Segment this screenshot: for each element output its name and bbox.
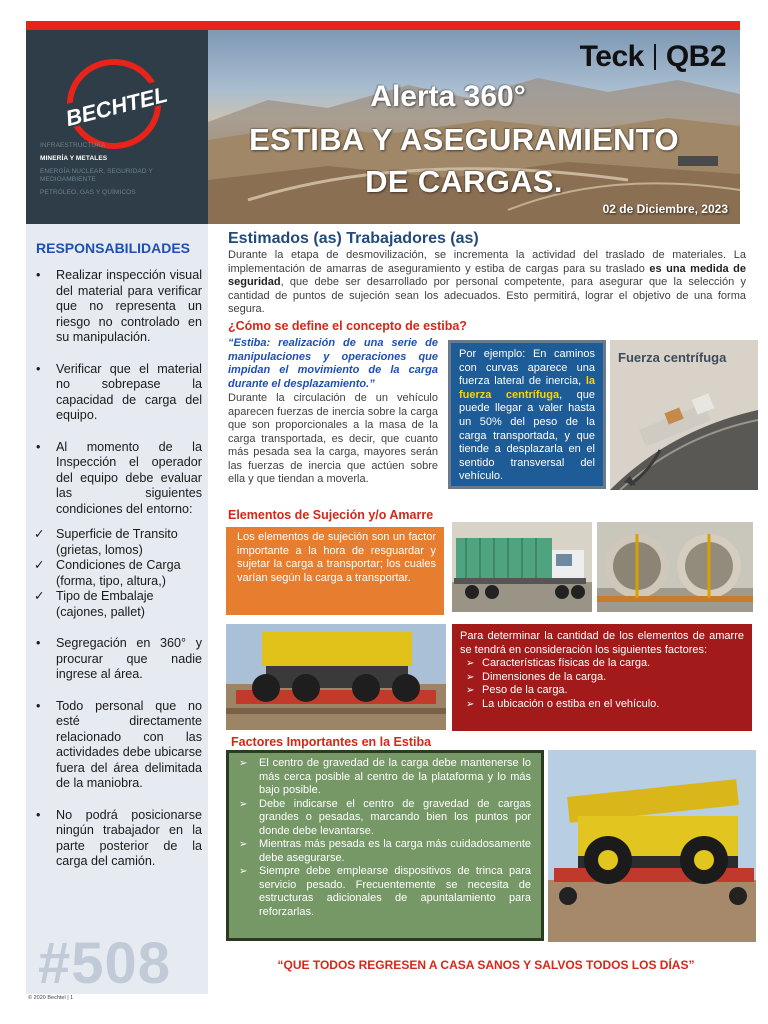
logo-text: BECHTEL bbox=[63, 81, 171, 132]
centrifugal-force-image bbox=[610, 340, 758, 490]
list-item: • Verificar que el material no sobrepase la capacidad de carga del equipo. bbox=[34, 362, 202, 424]
brand-panel bbox=[26, 30, 208, 224]
fastening-box: Los elementos de sujeción son un factor importante a la hora de resguardar y sujetar la carga a transportar; los cuales varían según la carga a transportar. bbox=[226, 527, 444, 615]
logo-divider bbox=[654, 44, 656, 70]
section-title-important-factors: Factores Importantes en la Estiba bbox=[231, 735, 432, 749]
header-banner bbox=[208, 30, 740, 224]
list-item: ➢ Peso de la carga. bbox=[460, 684, 744, 698]
partner-logos bbox=[580, 40, 726, 74]
example-text: Por ejemplo: En caminos con curvas aparece una fuerza lateral de inercia, bbox=[459, 348, 595, 388]
crane-transport-image bbox=[226, 624, 446, 730]
division-item: PETRÓLEO, GAS Y QUÍMICOS bbox=[40, 189, 136, 196]
image-label: Fuerza centrífuga bbox=[618, 350, 727, 365]
concrete-pipes-image bbox=[597, 522, 753, 612]
division-item-active: MINERÍA Y METALES bbox=[40, 155, 108, 162]
factors-list bbox=[460, 657, 744, 711]
list-item: • Al momento de la Inspección el operador del equipo debe evaluar las siguientes condiciones del entorno: bbox=[34, 440, 202, 518]
division-item: INFRAESTRUCTURA bbox=[40, 142, 106, 149]
copyright: © 2020 Bechtel | 1 bbox=[28, 995, 74, 1001]
factors-intro: Para determinar la cantidad de los elementos de amarre se tendrá en consideración los siguientes factores: bbox=[460, 630, 744, 656]
bechtel-logo bbox=[56, 52, 176, 152]
intro-text: , que debe ser desarrollado por personal competente, para asegurar que la selección y cantidad de puntos de sujeción sean los adecuados. Esto permitirá, lograr el objetivo de una forma segura. bbox=[228, 276, 746, 315]
check-item: ✓ Condiciones de Carga (forma, tipo, altura,) bbox=[34, 558, 202, 589]
example-highlight: la fuerza centrífuga bbox=[459, 375, 595, 401]
teck-logo: Teck bbox=[579, 40, 644, 73]
definition-quote: “Estiba: realización de una serie de manipulaciones y operaciones que impidan el movimiento de la carga durante el desplazamiento.” bbox=[228, 337, 438, 390]
important-factors-list bbox=[237, 757, 531, 919]
factors-box bbox=[452, 624, 752, 731]
topic-title-line1: ESTIBA Y ASEGURAMIENTO bbox=[249, 122, 679, 157]
sidebar-title: RESPONSABILIDADES bbox=[36, 240, 191, 256]
list-item: ➢ El centro de gravedad de la carga debe mantenerse lo más cerca posible al centro de la plataforma y lo más bajo posible. bbox=[237, 757, 531, 798]
condition-checklist bbox=[34, 527, 202, 620]
list-item: ➢ Debe indicarse el centro de gravedad de cargas grandes o pesadas, marcando bien los puntos por donde debe levantarse. bbox=[237, 798, 531, 839]
intro-text: Durante la etapa de desmovilización, se incrementa la actividad del traslado de materiales. La implementación de amarras de aseguramiento y estiba de cargas para su traslado bbox=[228, 249, 746, 275]
important-factors-box bbox=[226, 750, 544, 941]
list-item: ➢ Características físicas de la carga. bbox=[460, 657, 744, 671]
check-item: ✓ Superficie de Transito (grietas, lomos) bbox=[34, 527, 202, 558]
issue-number: #508 bbox=[38, 931, 172, 996]
list-item: ➢ Siempre debe emplearse dispositivos de trinca para servicio pesado. Frecuentemente se necesita de estructuras adicionales de apuntalamiento para reforzarlas. bbox=[237, 865, 531, 919]
list-item: ➢ Dimensiones de la carga. bbox=[460, 671, 744, 685]
section-title-fastening: Elementos de Sujeción y/o Amarre bbox=[228, 508, 434, 522]
division-list bbox=[40, 142, 200, 202]
top-accent-bar bbox=[26, 21, 740, 30]
list-item: • Realizar inspección visual del material para verificar que no representa un riesgo no controlado en su manipulación. bbox=[34, 268, 202, 346]
list-item: • Segregación en 360° y procurar que nadie ingrese al área. bbox=[34, 636, 202, 683]
crane-truck-image bbox=[548, 750, 756, 942]
topic-title-line2: DE CARGAS. bbox=[365, 164, 563, 199]
responsibilities-sidebar bbox=[26, 224, 208, 994]
check-item: ✓ Tipo de Embalaje (cajones, pallet) bbox=[34, 589, 202, 620]
alert-date: 02 de Diciembre, 2023 bbox=[602, 202, 728, 216]
intro-paragraph bbox=[228, 249, 746, 317]
list-item: ➢ Mientras más pesada es la carga más cuidadosamente debe asegurarse. bbox=[237, 838, 531, 865]
definition-body: Durante la circulación de un vehículo aparecen fuerzas de inercia sobre la carga que son proporcionales a la masa de la carga transportada, es decir, que cuanto más pesada sea la carga, mayores serán las fuerzas de inercia que actúen sobre ella y que tiendan a moverla. bbox=[228, 392, 438, 485]
intro-bold: es una medida de seguridad bbox=[228, 262, 747, 288]
responsibilities-list bbox=[34, 268, 202, 886]
greeting-heading: Estimados (as) Trabajadores (as) bbox=[228, 230, 479, 247]
qb2-logo: QB2 bbox=[665, 40, 726, 73]
alert-title: Alerta 360° bbox=[370, 80, 526, 113]
list-item: • Todo personal que no esté directamente relacionado con las actividades debe ubicarse fuera del área delimitada de la maniobra. bbox=[34, 699, 202, 792]
list-item: • No podrá posicionarse ningún trabajador en la parte posterior de la carga del camión. bbox=[34, 808, 202, 870]
example-text: , que puede llegar a valer hasta un 50% del peso de la carga transportada, y que tiende a desplazarla en el sentido transversal del vehículo. bbox=[459, 388, 595, 483]
list-item: ➢ La ubicación o estiba en el vehículo. bbox=[460, 698, 744, 712]
division-item: ENERGÍA NUCLEAR, SEGURIDAD Y MEDIOAMBIENTE bbox=[40, 168, 153, 183]
section-title-estiba: ¿Cómo se define el concepto de estiba? bbox=[228, 319, 467, 333]
closing-slogan: “QUE TODOS REGRESEN A CASA SANOS Y SALVOS TODOS LOS DÍAS” bbox=[277, 958, 695, 972]
truck-load-image bbox=[452, 522, 592, 612]
example-box bbox=[448, 340, 606, 489]
